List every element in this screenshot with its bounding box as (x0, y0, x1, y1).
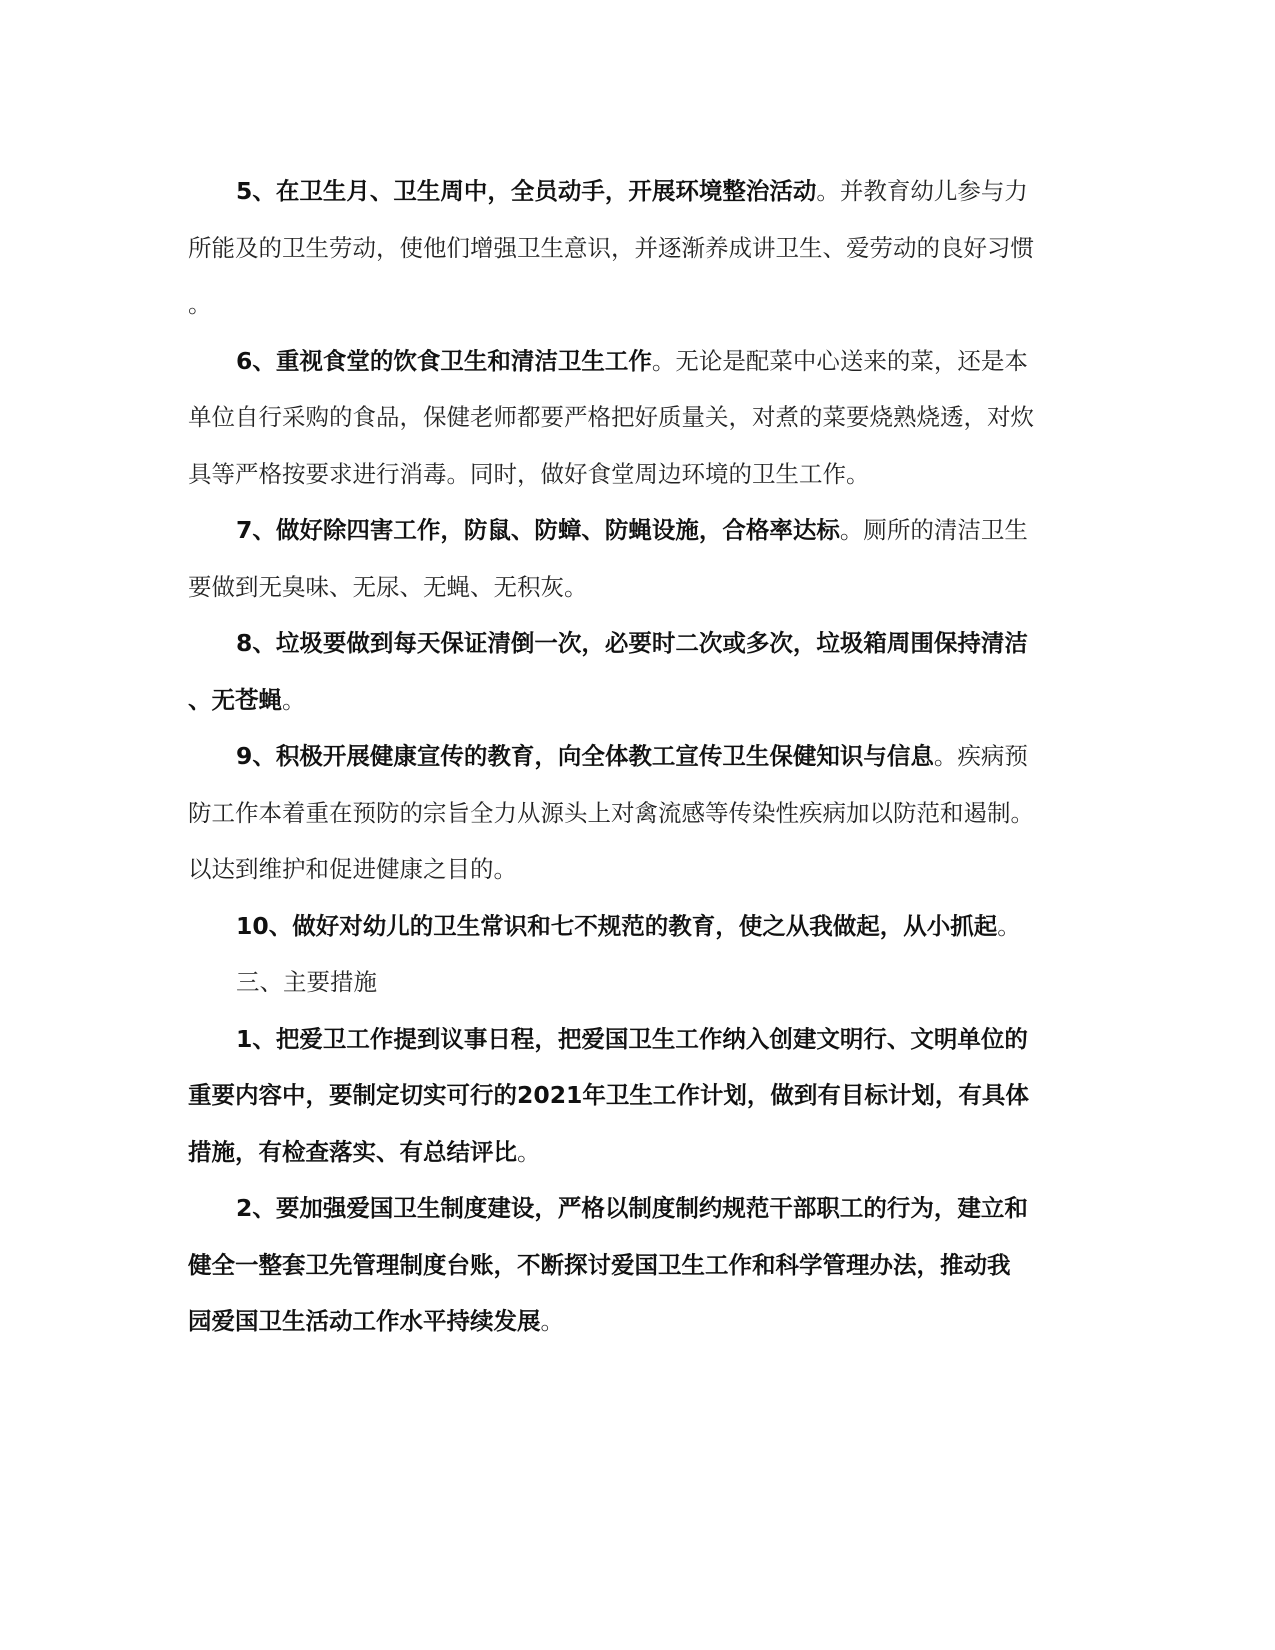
heading-text: 三、主要措施 (236, 968, 377, 996)
line (188, 276, 1088, 333)
bold-text: 、无苍蝇 (188, 685, 282, 714)
measure-1 (188, 1011, 1088, 1181)
line (188, 220, 1088, 277)
line (188, 1293, 1088, 1350)
normal-text: 。 (282, 685, 306, 714)
normal-text: 。 (540, 1307, 564, 1335)
measure-2 (188, 1180, 1088, 1350)
normal-text: 。无论是配菜中心送来的菜，还是本 (651, 346, 1028, 375)
line (188, 785, 1088, 842)
section-heading-measures (188, 954, 1088, 1011)
line (188, 502, 1088, 559)
line (188, 615, 1088, 672)
paragraph-5 (188, 163, 1088, 333)
line (188, 559, 1088, 616)
normal-text: 。 (517, 1137, 541, 1166)
line (188, 389, 1088, 446)
line (188, 163, 1088, 220)
normal-text: 具等严格按要求进行消毒。同时，做好食堂周边环境的卫生工作。 (188, 459, 870, 488)
paragraph-8 (188, 615, 1088, 728)
bold-text: 2、要加强爱国卫生制度建设，严格以制度制约规范干部职工的行为，建立和 (236, 1194, 1028, 1222)
normal-text: 单位自行采购的食品，保健老师都要严格把好质量关，对煮的菜要烧熟烧透，对炊 (188, 403, 1034, 431)
line (188, 954, 1088, 1011)
bold-text: 10、做好对幼儿的卫生常识和七不规范的教育，使之从我做起，从小抓起 (236, 911, 998, 940)
normal-text: 。厕所的清洁卫生 (839, 516, 1028, 544)
bold-text: 健全一整套卫先管理制度台账，不断探讨爱国卫生工作和科学管理办法，推动我 (188, 1250, 1011, 1279)
paragraph-10 (188, 898, 1088, 955)
bold-text: 5、在卫生月、卫生周中，全员动手，开展环境整治活动 (236, 177, 817, 205)
normal-text: 要做到无臭味、无尿、无蝇、无积灰。 (188, 572, 588, 601)
normal-text: 所能及的卫生劳动，使他们增强卫生意识，并逐渐养成讲卫生、爱劳动的良好习惯 (188, 233, 1034, 262)
paragraph-9 (188, 728, 1088, 898)
line (188, 672, 1088, 729)
bold-text: 7、做好除四害工作，防鼠、防蟑、防蝇设施，合格率达标 (236, 516, 840, 544)
normal-text: 。并教育幼儿参与力 (816, 177, 1028, 205)
normal-text: 。 (188, 290, 212, 318)
normal-text: 。疾病预 (933, 742, 1028, 770)
line (188, 1011, 1088, 1068)
bold-text: 重要内容中，要制定切实可行的2021年卫生工作计划，做到有目标计划，有具体 (188, 1081, 1029, 1109)
normal-text: 。 (997, 911, 1021, 940)
line (188, 446, 1088, 503)
line (188, 728, 1088, 785)
line (188, 898, 1088, 955)
line (188, 1237, 1088, 1294)
bold-text: 1、把爱卫工作提到议事日程，把爱国卫生工作纳入创建文明行、文明单位的 (236, 1024, 1028, 1053)
normal-text: 防工作本着重在预防的宗旨全力从源头上对禽流感等传染性疾病加以防范和遏制。 (188, 798, 1034, 827)
bold-text: 措施，有检查落实、有总结评比 (188, 1137, 517, 1166)
line (188, 841, 1088, 898)
paragraph-6 (188, 333, 1088, 503)
line (188, 1124, 1088, 1181)
line (188, 1180, 1088, 1237)
bold-text: 园爱国卫生活动工作水平持续发展 (188, 1307, 541, 1335)
document-body (188, 163, 1088, 1350)
normal-text: 以达到维护和促进健康之目的。 (188, 855, 517, 883)
line (188, 333, 1088, 390)
line (188, 1067, 1088, 1124)
paragraph-7 (188, 502, 1088, 615)
bold-text: 9、积极开展健康宣传的教育，向全体教工宣传卫生保健知识与信息 (236, 742, 934, 770)
bold-text: 8、垃圾要做到每天保证清倒一次，必要时二次或多次，垃圾箱周围保持清洁 (236, 629, 1028, 657)
bold-text: 6、重视食堂的饮食卫生和清洁卫生工作 (236, 346, 652, 375)
